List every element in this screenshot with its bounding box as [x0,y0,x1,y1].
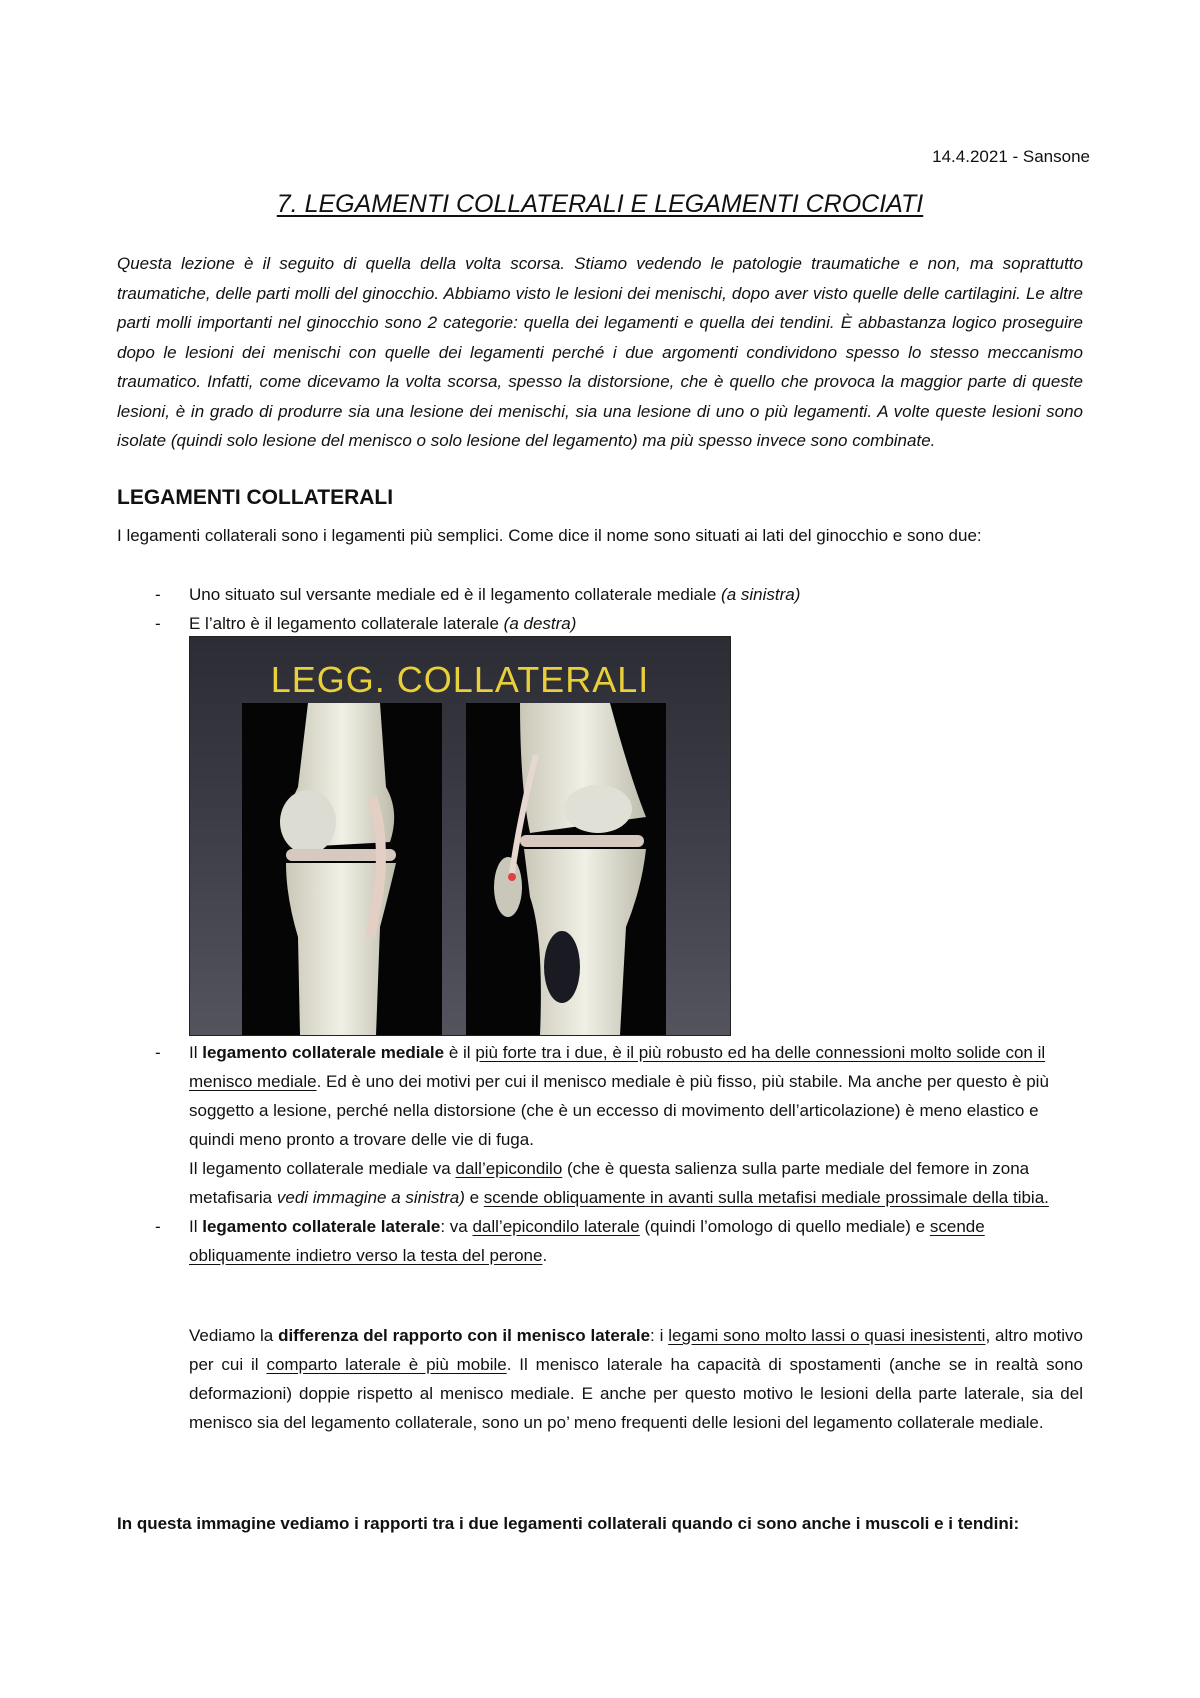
ligament-detail-list [117,1038,1083,1270]
text-span: Il legamento collaterale mediale va [189,1159,456,1178]
text-span: : i [650,1326,669,1345]
ligament-list [117,580,1083,638]
italic-note: vedi immagine a sinistra) [276,1188,465,1207]
closing-paragraph: In questa immagine vediamo i rapporti tra i due legamenti collaterali quando ci sono anche i muscoli e i tendini: [117,1514,1020,1533]
condyle-right [564,785,632,833]
dash-bullet: - [155,614,161,633]
lead-paragraph: I legamenti collaterali sono i legamenti più semplici. Come dice il nome sono situati ai lati del ginocchio e sono due: [117,526,982,545]
list-item-text: Uno situato sul versante mediale ed è il legamento collaterale mediale [189,585,722,604]
underlined-text: dall’epicondilo [455,1159,563,1178]
bold-term: legamento collaterale mediale [202,1043,445,1062]
text-span: è il [444,1043,476,1062]
list-item-lateral [117,609,1083,638]
figure-title: LEGG. COLLATERALI [270,659,650,700]
fibula-head [494,857,522,917]
text-span: : va [440,1217,473,1236]
underlined-text: dall’epicondilo laterale [472,1217,640,1236]
underlined-text: scende obliquamente indietro verso la testa del perone [189,1217,985,1265]
underlined-text: comparto laterale è più mobile [266,1355,507,1374]
text-span: . Ed è uno dei motivi per cui il menisco mediale è più fisso, più stabile. Ma anche per questo è più soggetto a lesione, perché nella distorsione (che è un eccesso di movimento dell’articolazione) è meno elastico e quindi meno pronto a trovare delle vie di fuga. [189,1072,1049,1149]
text-span: (che è questa salienza sulla parte mediale del femore in zona metafisaria [189,1159,1030,1207]
bold-term: legamento collaterale laterale [202,1217,441,1236]
text-span: . Il menisco laterale ha capacità di spostamenti (anche se in realtà sono deformazioni) doppie rispetto al menisco mediale. E anche per questo motivo le lesioni della parte laterale, sia del menisco sia del legamento collaterale, sono un po’ meno frequenti delle lesioni del legamento collaterale mediale. [189,1355,1083,1432]
text-span: Vediamo la [189,1326,279,1345]
knee-illustration [190,637,730,1035]
intro-paragraph: Questa lezione è il seguito di quella della volta scorsa. Stiamo vedendo le patologie traumatiche e non, ma soprattutto traumatiche, delle parti molli del ginocchio. Abbiamo visto le lesioni dei menischi, dopo aver visto quelle delle cartilagini. Le altre parti molli importanti nel ginocchio sono 2 categorie: quella dei legamenti e quella dei tendini. È abbastanza logico proseguire dopo le lesioni dei menischi con quelle dei legamenti perché i due argomenti condividono spesso lo stesso meccanismo traumatico. Infatti, come dicevamo la volta scorsa, spesso la distorsione, che è quello che provoca la maggior parte di queste lesioni, è in grado di produrre sia una lesione dei menischi, sia una lesione di uno o più legamenti. A volte queste lesioni sono isolate (quindi solo lesione del menisco o solo lesione del legamento) ma più spesso invece sono combinate. [117,254,1083,450]
dash-bullet: - [155,585,161,604]
interosseous-gap [544,931,580,1003]
dash-bullet: - [155,1217,161,1236]
list-item-note: (a sinistra) [721,585,801,604]
underlined-text: scende obliquamente in avanti sulla metafisi mediale prossimale della tibia. [483,1188,1049,1207]
underlined-text: più forte tra i due, è il più robusto ed ha delle connessioni molto solide con il menisco mediale [189,1043,1046,1091]
text-span: Il [189,1217,203,1236]
text-span: , altro motivo per cui il [189,1326,1084,1374]
list-item-note: (a destra) [503,614,577,633]
dash-bullet: - [155,1043,161,1062]
underlined-text: legami sono molto lassi o quasi inesistenti [668,1326,986,1345]
insertion-marker [508,873,516,881]
knee-collateral-ligaments-figure [189,636,731,1036]
lateral-meniscus-paragraph [189,1321,1083,1437]
list-item-medial [117,580,1083,609]
list-item-lateral-detail [117,1212,1083,1270]
text-span: (quindi l’omologo di quello mediale) e [639,1217,930,1236]
page-title: 7. LEGAMENTI COLLATERALI E LEGAMENTI CROCIATI [276,190,924,218]
list-item-medial-detail [117,1038,1083,1212]
list-item-text: E l’altro è il legamento collaterale laterale [189,614,504,633]
text-span: . [542,1246,548,1265]
text-span: e [464,1188,484,1207]
date-author: 14.4.2021 - Sansone [932,147,1090,166]
condyle-left [280,790,336,854]
bold-term: differenza del rapporto con il menisco laterale [278,1326,651,1345]
meniscus-right [520,835,644,847]
section-heading: LEGAMENTI COLLATERALI [117,486,394,509]
text-span: Il [189,1043,203,1062]
